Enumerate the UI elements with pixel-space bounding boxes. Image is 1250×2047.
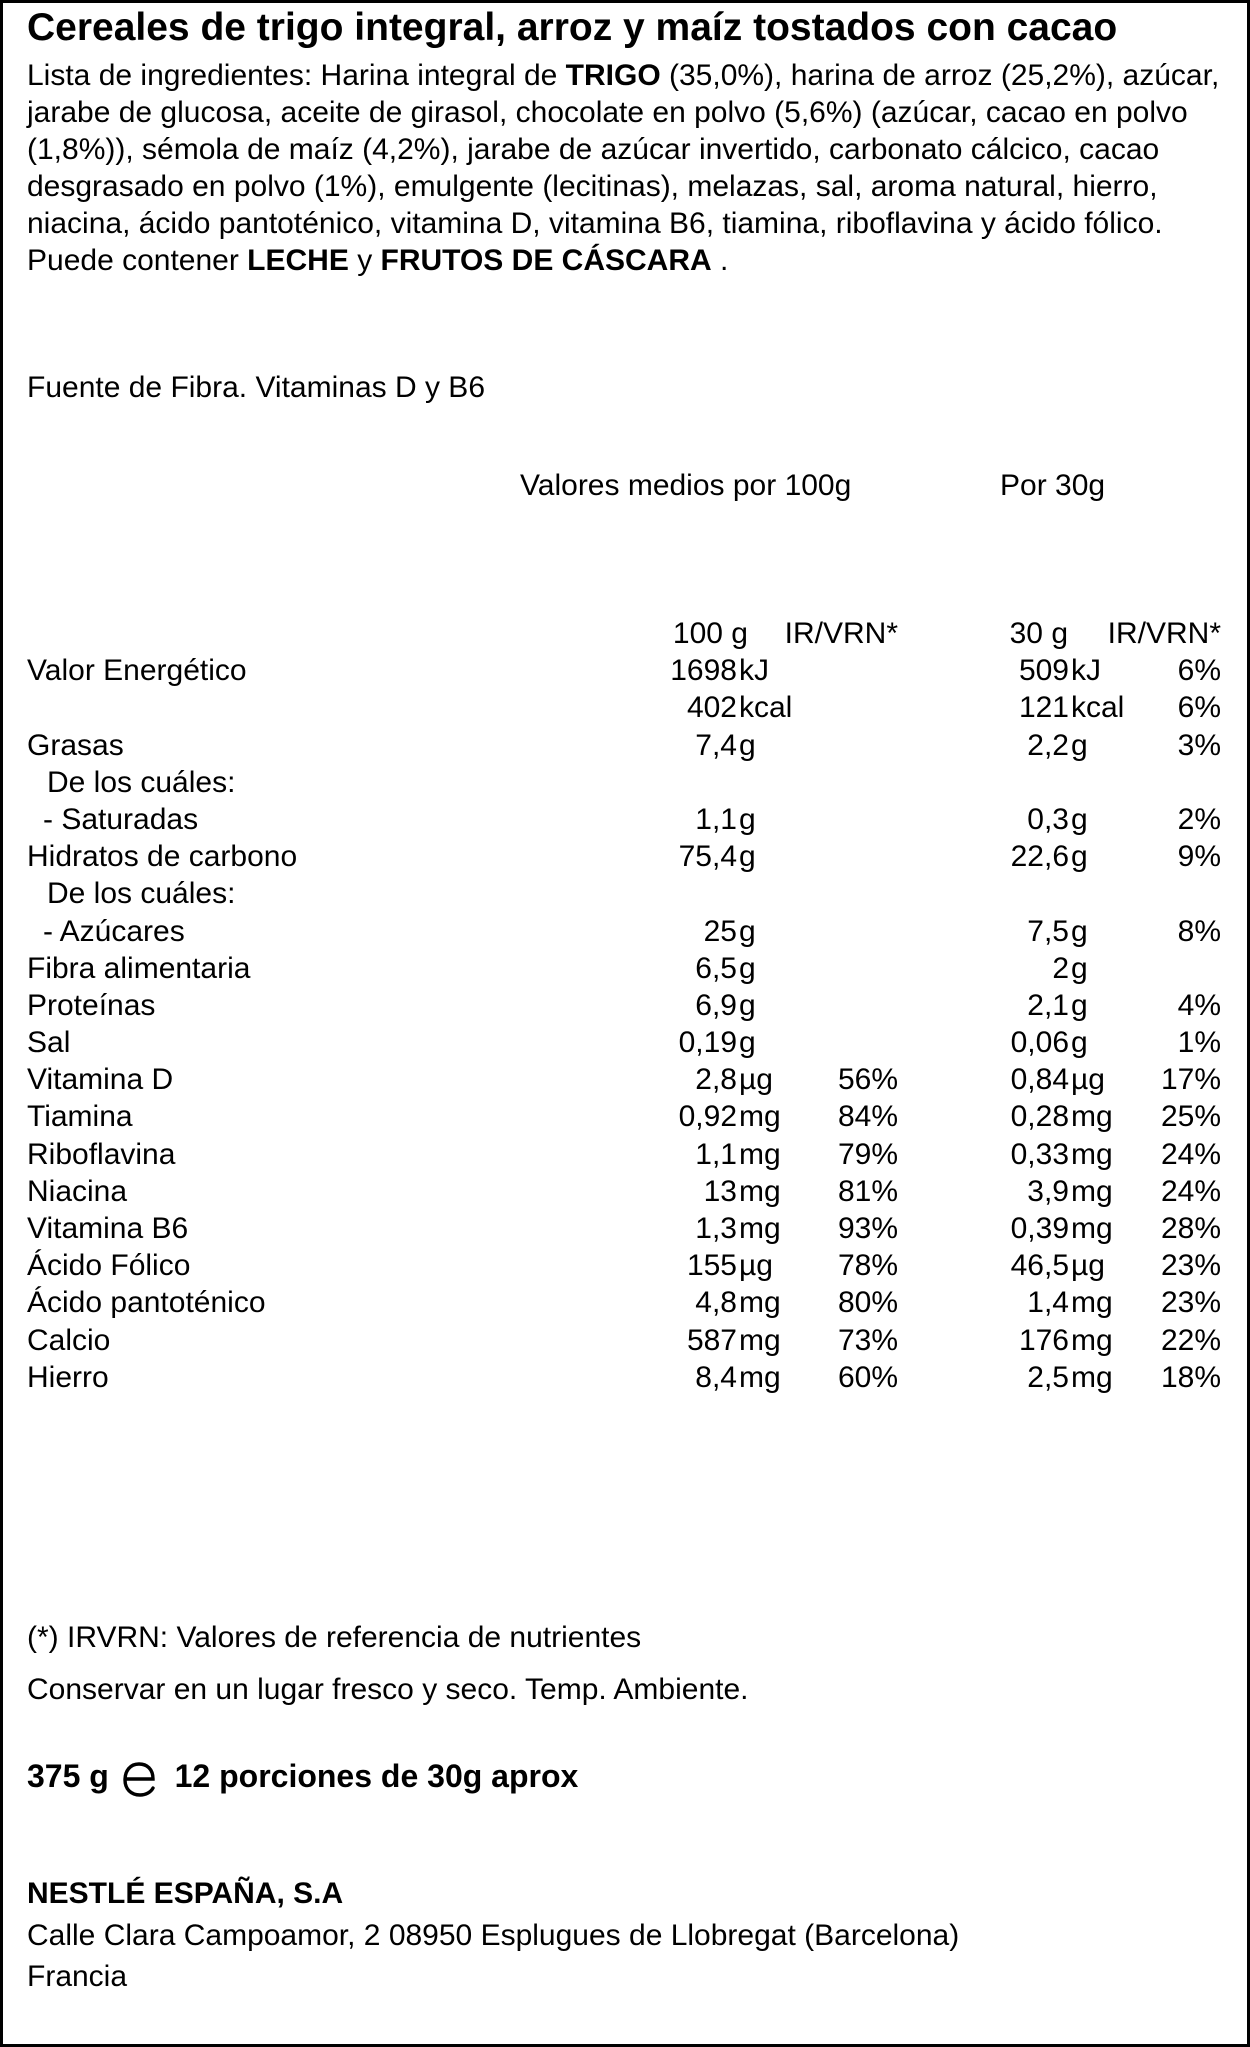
nutrient-name: Vitamina D <box>27 1063 174 1097</box>
unit-30g: g <box>1071 914 1088 948</box>
unit-100g: mg <box>739 1174 781 1208</box>
allergen-highlight: FRUTOS DE CÁSCARA <box>380 244 712 277</box>
unit-100g: mg <box>739 1286 781 1320</box>
irvrn-30g: 23% <box>1160 1249 1221 1283</box>
source-claim: Fuente de Fibra. Vitaminas D y B6 <box>27 371 485 404</box>
unit-100g: kcal <box>739 691 793 725</box>
unit-100g: µg <box>739 1249 773 1283</box>
value-30g: 0,28 <box>1010 1100 1069 1134</box>
table-row <box>3 1136 1250 1173</box>
company-country: Francia <box>27 1960 128 1993</box>
value-100g: 1,3 <box>695 1212 737 1245</box>
nutrient-name: Hidratos de carbono <box>27 840 298 874</box>
irvrn-100g: 84% <box>837 1100 898 1134</box>
nutrient-name: Grasas <box>27 728 124 762</box>
nutrient-name: Ácido Fólico <box>27 1249 191 1283</box>
nutrient-name: De los cuáles: <box>47 877 236 911</box>
unit-30g: µg <box>1071 1063 1105 1097</box>
unit-30g: µg <box>1071 1249 1105 1283</box>
table-row <box>3 1061 1250 1098</box>
unit-100g: g <box>739 728 756 762</box>
nutrient-name: Sal <box>27 1026 71 1060</box>
unit-100g: g <box>739 951 756 985</box>
table-row <box>3 1210 1250 1247</box>
value-30g: 121 <box>1018 691 1069 725</box>
irvrn-30g: 28% <box>1160 1212 1221 1245</box>
table-row <box>3 950 1250 987</box>
nutrient-name: Hierro <box>27 1360 109 1394</box>
unit-30g: g <box>1071 951 1088 985</box>
value-100g: 25 <box>703 914 737 948</box>
nutrient-name: De los cuáles: <box>47 765 236 799</box>
ingredients-list <box>27 57 1227 279</box>
irvrn-30g: 4% <box>1177 988 1221 1022</box>
table-row <box>3 652 1250 689</box>
per-100g-heading: Valores medios por 100g <box>520 469 852 502</box>
header-irvrn-30g: IR/VRN* <box>1107 617 1221 650</box>
header-30g: 30 g <box>1009 617 1068 650</box>
nutrient-name: Calcio <box>27 1323 111 1357</box>
ingredients-text: . <box>711 244 729 277</box>
table-row <box>3 689 1250 726</box>
table-row <box>3 1247 1250 1284</box>
unit-30g: g <box>1071 802 1088 836</box>
unit-100g: mg <box>739 1323 781 1357</box>
irvrn-30g: 18% <box>1160 1360 1221 1394</box>
allergen-highlight: TRIGO <box>565 59 661 92</box>
irvrn-30g: 6% <box>1177 654 1221 688</box>
value-30g: 0,39 <box>1010 1212 1069 1245</box>
nutrient-name: Valor Energético <box>27 654 247 688</box>
value-100g: 1,1 <box>695 1137 737 1171</box>
nutrition-table <box>3 615 1250 1396</box>
table-row <box>3 1284 1250 1321</box>
table-row <box>3 1359 1250 1396</box>
value-30g: 2,5 <box>1027 1360 1069 1394</box>
value-100g: 0,92 <box>678 1100 737 1134</box>
table-row <box>3 1173 1250 1210</box>
header-100g: 100 g <box>672 617 748 650</box>
value-100g: 1,1 <box>695 802 737 836</box>
unit-30g: g <box>1071 728 1088 762</box>
unit-30g: mg <box>1071 1360 1113 1394</box>
irvrn-30g: 9% <box>1177 840 1221 874</box>
irvrn-100g: 56% <box>837 1063 898 1097</box>
header-irvrn-100g: IR/VRN* <box>784 617 898 650</box>
irvrn-100g: 79% <box>837 1137 898 1171</box>
value-100g: 587 <box>686 1323 737 1357</box>
unit-100g: mg <box>739 1100 781 1134</box>
value-30g: 2,1 <box>1027 988 1069 1022</box>
table-row <box>3 1098 1250 1135</box>
irvrn-30g: 17% <box>1160 1063 1221 1097</box>
unit-100g: g <box>739 840 756 874</box>
irvrn-100g: 60% <box>837 1360 898 1394</box>
value-30g: 509 <box>1018 654 1069 688</box>
irvrn-100g: 73% <box>837 1323 898 1357</box>
unit-100g: mg <box>739 1360 781 1394</box>
estimated-e-icon <box>122 1755 156 1797</box>
table-row <box>3 727 1250 764</box>
irvrn-100g: 78% <box>837 1249 898 1283</box>
value-100g: 155 <box>686 1249 737 1283</box>
value-30g: 2 <box>1052 951 1069 985</box>
value-100g: 75,4 <box>678 840 737 874</box>
table-row <box>3 875 1250 912</box>
nutrient-name: - Saturadas <box>43 802 199 836</box>
unit-30g: mg <box>1071 1100 1113 1134</box>
table-row <box>3 913 1250 950</box>
unit-100g: g <box>739 988 756 1022</box>
value-30g: 0,84 <box>1010 1063 1069 1097</box>
nutrient-name: Tiamina <box>27 1100 133 1134</box>
company-address: Calle Clara Campoamor, 2 08950 Esplugues de Llobregat (Barcelona) <box>27 1919 960 1952</box>
irvrn-30g: 3% <box>1177 728 1221 762</box>
unit-30g: g <box>1071 988 1088 1022</box>
nutrient-name: Ácido pantoténico <box>27 1286 266 1320</box>
unit-100g: kJ <box>739 654 769 688</box>
ingredients-text: (35,0%), harina de arroz (25,2%), azúcar, jarabe de glucosa, aceite de girasol, chocolate en polvo (5,6%) (azúcar, cacao en polvo (1,8%)), sémola de maíz (4,2%), jarabe de azúcar invertido, carbonato cálcico, cacao desgrasado en polvo (1%), emulgente (lecitinas), melazas, sal, aroma natural, hierro, niacina, ácido pantoténico, vitamina D, vitamina B6, tiamina, riboflavina y ácido fólico. Puede contener <box>27 59 1220 277</box>
allergen-highlight: LECHE <box>247 244 349 277</box>
unit-100g: g <box>739 914 756 948</box>
unit-30g: kcal <box>1071 691 1125 725</box>
portions-text: 12 porciones de 30g aprox <box>174 1758 579 1794</box>
value-100g: 8,4 <box>695 1360 737 1394</box>
nutrient-name: Riboflavina <box>27 1137 176 1171</box>
ingredients-text: Lista de ingredientes: Harina integral de <box>27 59 566 92</box>
table-row <box>3 987 1250 1024</box>
value-30g: 0,06 <box>1010 1026 1069 1060</box>
irvrn-100g: 93% <box>837 1212 898 1245</box>
irvrn-30g: 23% <box>1160 1286 1221 1320</box>
value-30g: 22,6 <box>1010 840 1069 874</box>
unit-30g: mg <box>1071 1137 1113 1171</box>
irvrn-30g: 25% <box>1160 1100 1221 1134</box>
unit-100g: mg <box>739 1137 781 1171</box>
value-30g: 0,33 <box>1010 1137 1069 1171</box>
irvrn-100g: 80% <box>837 1286 898 1320</box>
unit-100g: mg <box>739 1212 781 1245</box>
unit-30g: kJ <box>1071 654 1101 688</box>
nutrition-table-header <box>3 615 1250 652</box>
nutrient-name: Fibra alimentaria <box>27 951 251 985</box>
value-100g: 13 <box>703 1174 737 1208</box>
unit-30g: mg <box>1071 1212 1113 1245</box>
value-30g: 2,2 <box>1027 728 1069 762</box>
unit-30g: g <box>1071 840 1088 874</box>
value-100g: 6,5 <box>695 951 737 985</box>
irvrn-30g: 24% <box>1160 1174 1221 1208</box>
irvrn-footnote: (*) IRVRN: Valores de referencia de nutrientes <box>27 1621 642 1654</box>
unit-30g: mg <box>1071 1323 1113 1357</box>
table-row <box>3 764 1250 801</box>
storage-instructions: Conservar en un lugar fresco y seco. Temp. Ambiente. <box>27 1673 749 1706</box>
table-row <box>3 801 1250 838</box>
value-100g: 6,9 <box>695 988 737 1022</box>
ingredients-text: y <box>348 244 381 277</box>
unit-100g: g <box>739 1026 756 1060</box>
nutrient-name: Proteínas <box>27 988 156 1022</box>
table-row <box>3 1322 1250 1359</box>
unit-100g: µg <box>739 1063 773 1097</box>
value-30g: 3,9 <box>1027 1174 1069 1208</box>
value-100g: 0,19 <box>678 1026 737 1060</box>
per-30g-heading: Por 30g <box>1000 469 1106 502</box>
irvrn-30g: 1% <box>1177 1026 1221 1060</box>
table-row <box>3 838 1250 875</box>
net-weight-line <box>27 1755 578 1797</box>
irvrn-30g: 2% <box>1177 802 1221 836</box>
value-30g: 1,4 <box>1027 1286 1069 1320</box>
nutrition-rows <box>3 652 1250 1396</box>
value-30g: 176 <box>1018 1323 1069 1357</box>
value-30g: 7,5 <box>1027 914 1069 948</box>
unit-100g: g <box>739 802 756 836</box>
irvrn-30g: 24% <box>1160 1137 1221 1171</box>
irvrn-30g: 6% <box>1177 691 1221 725</box>
value-30g: 0,3 <box>1027 802 1069 836</box>
irvrn-30g: 22% <box>1160 1323 1221 1357</box>
value-100g: 2,8 <box>695 1063 737 1097</box>
company-name: NESTLÉ ESPAÑA, S.A <box>27 1877 344 1910</box>
product-title: Cereales de trigo integral, arroz y maíz tostados con cacao <box>27 6 1118 49</box>
value-100g: 1698 <box>670 654 737 688</box>
nutrient-name: Vitamina B6 <box>27 1212 189 1245</box>
irvrn-100g: 81% <box>837 1174 898 1208</box>
value-100g: 402 <box>686 691 737 725</box>
unit-30g: mg <box>1071 1286 1113 1320</box>
irvrn-30g: 8% <box>1177 914 1221 948</box>
unit-30g: g <box>1071 1026 1088 1060</box>
nutrient-name: - Azúcares <box>43 914 185 948</box>
value-100g: 4,8 <box>695 1286 737 1320</box>
nutrient-name: Niacina <box>27 1174 128 1208</box>
value-30g: 46,5 <box>1010 1249 1069 1283</box>
unit-30g: mg <box>1071 1174 1113 1208</box>
value-100g: 7,4 <box>695 728 737 762</box>
net-weight: 375 g <box>27 1758 109 1794</box>
table-row <box>3 1024 1250 1061</box>
